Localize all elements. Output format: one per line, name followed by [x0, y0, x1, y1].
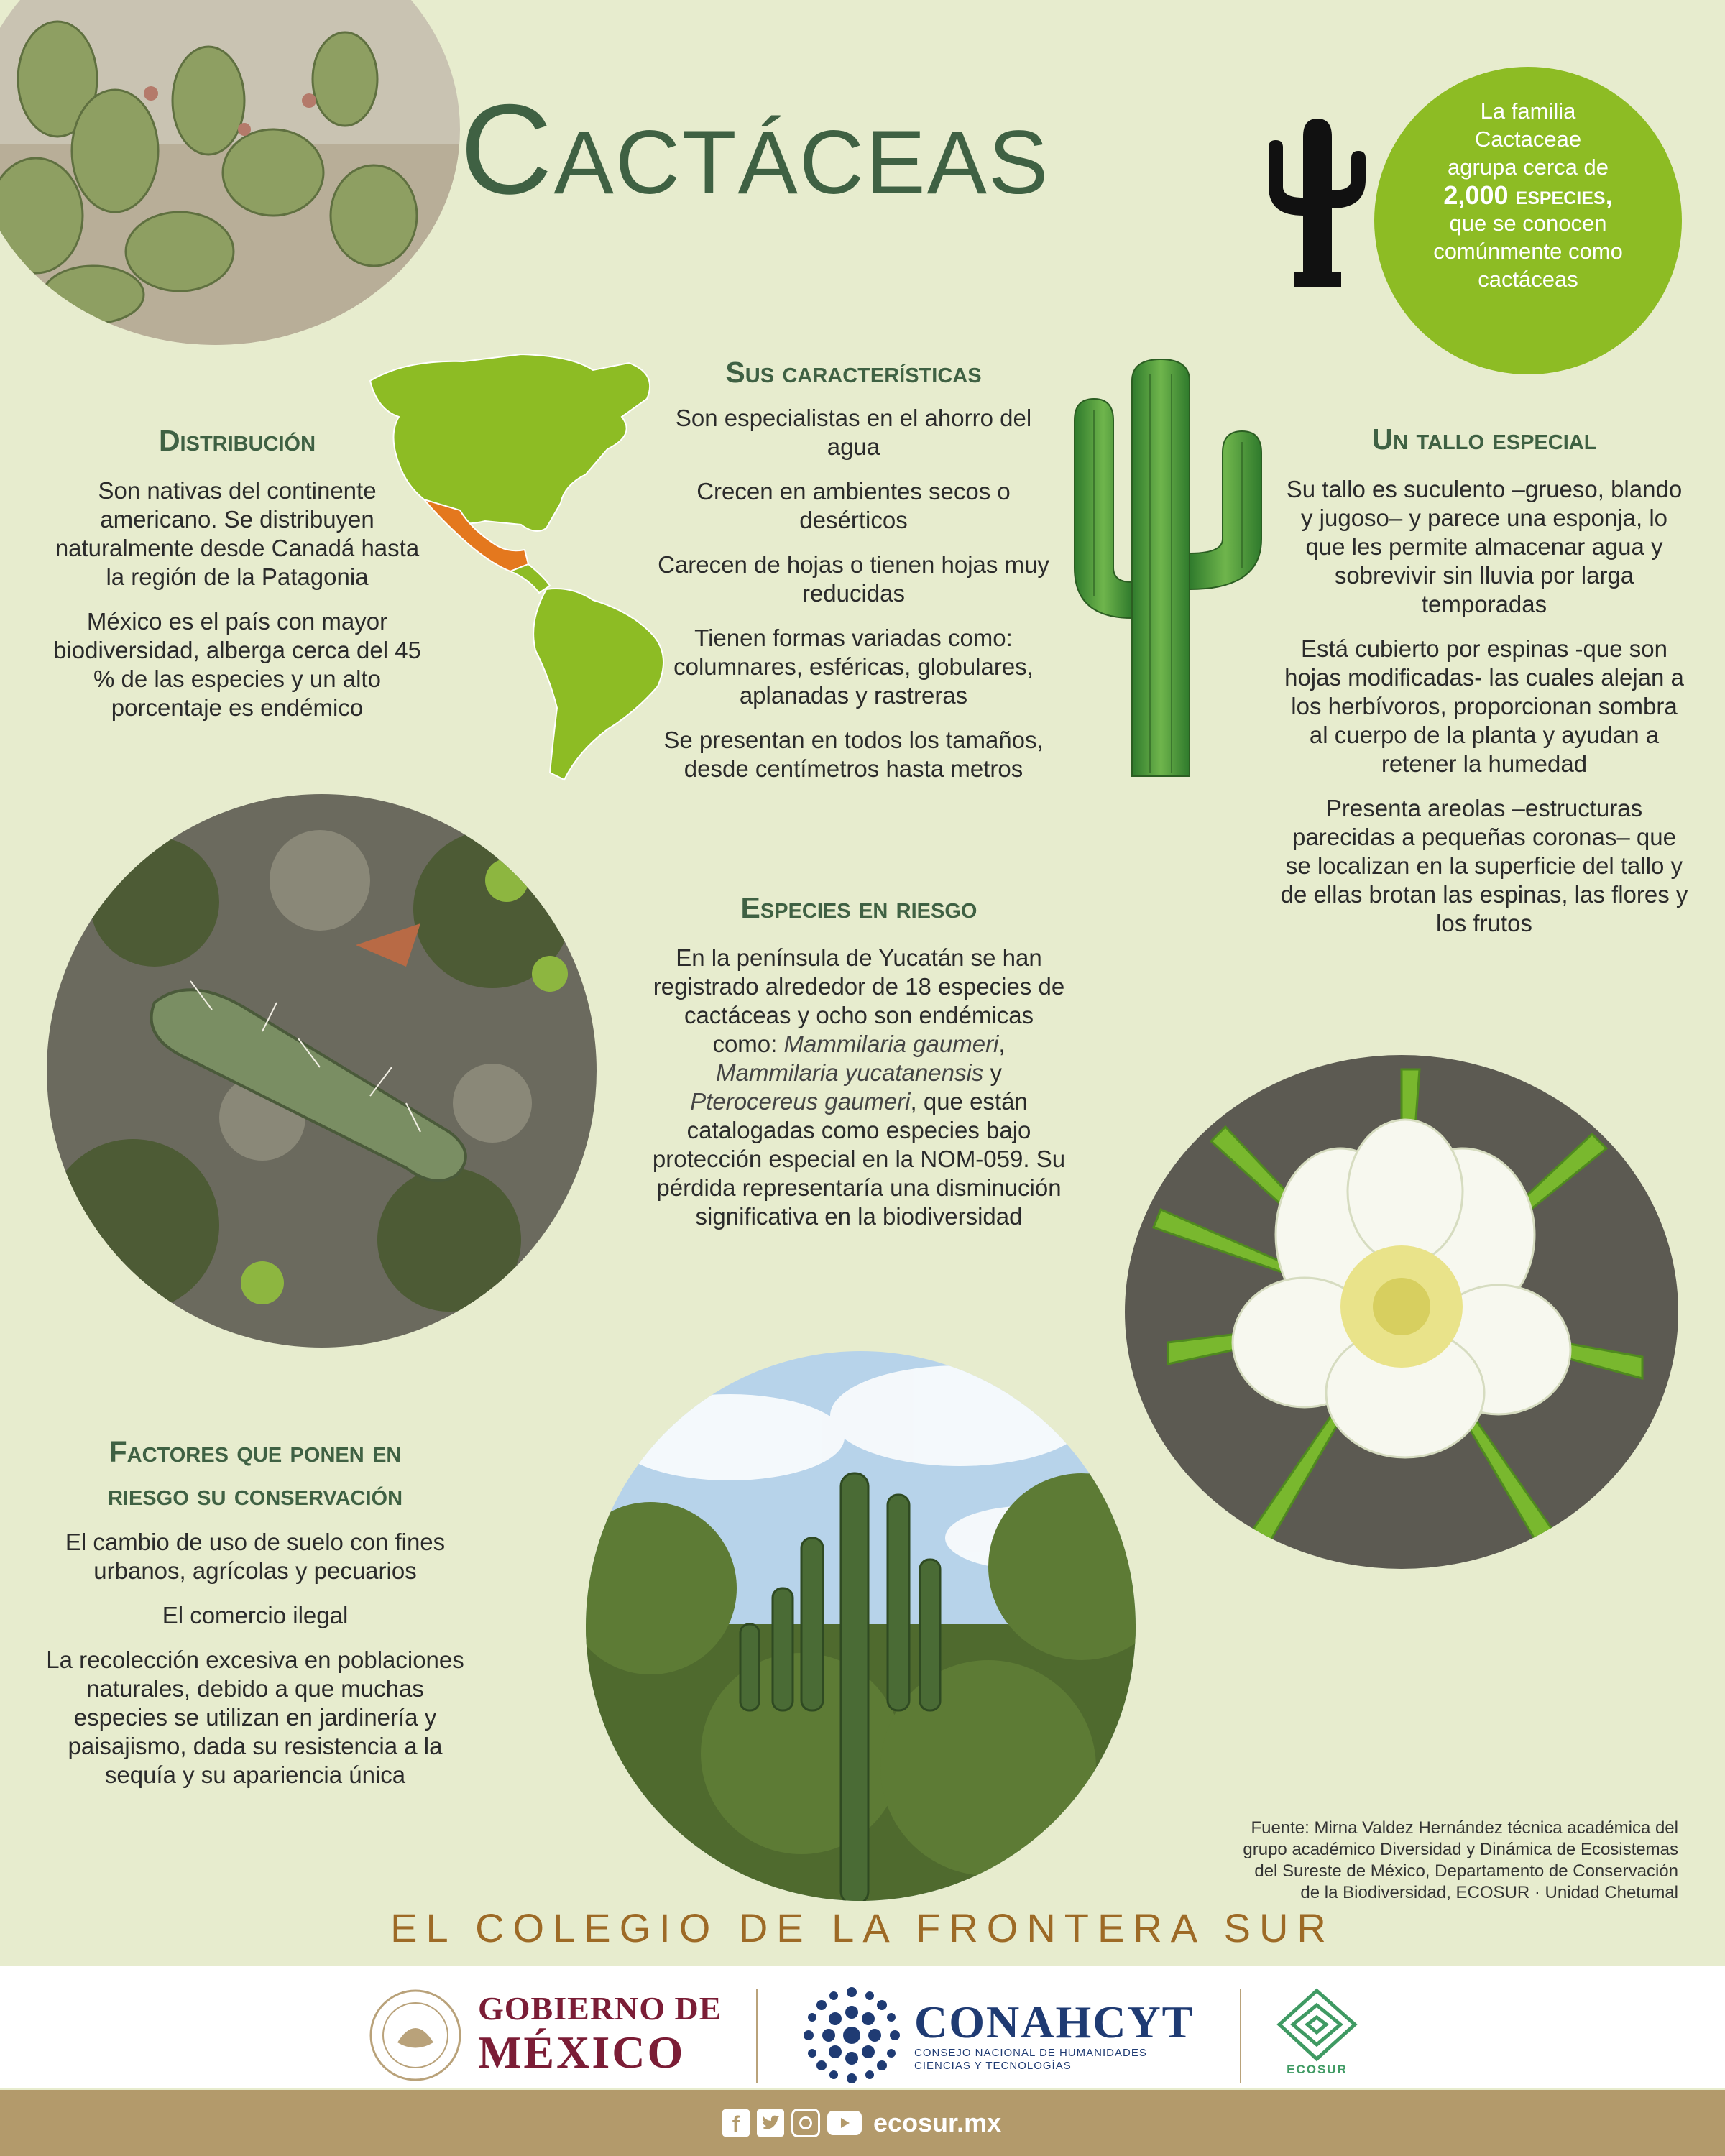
- youtube-icon[interactable]: [827, 2111, 862, 2135]
- distribucion-text-1: Son nativas del continente americano. Se distribuyen naturalmente desde Canadá hasta la región de la Patagonia: [55, 477, 420, 590]
- gobierno-mexico-logo: GOBIERNO DE MÉXICO: [478, 1990, 722, 2078]
- instagram-icon[interactable]: [791, 2109, 820, 2137]
- conahcyt-logo: CONAHCYT CONSEJO NACIONAL DE HUMANIDADES CIENCIAS Y TECNOLOGÍAS: [914, 1996, 1195, 2072]
- caracteristicas-heading: Sus características: [725, 356, 982, 389]
- conahcyt-dots-icon: [801, 1985, 902, 2086]
- riesgo-section: [650, 891, 1067, 1231]
- caracteristica-item-4: Tienen formas variadas como: columnares, esféricas, globulares, aplanadas y rastreras: [673, 625, 1034, 709]
- factores-section: [43, 1430, 467, 1805]
- riesgo-text: En la península de Yucatán se han registrado alrededor de 18 especies de cactáceas y ocho son endémicas como: Mammilaria gaumeri, Mammilaria yucatanensis y Pterocereus gaumeri, que están catalogadas como especies bajo protección especial en la NOM-059. Su pérdida representaría una disminución significativa en la biodiversidad: [652, 944, 1066, 1230]
- cactus-silhouette-icon: [1254, 108, 1380, 291]
- facebook-icon[interactable]: f: [722, 2109, 750, 2137]
- twitter-icon[interactable]: [757, 2109, 784, 2137]
- tallo-text-2: Está cubierto por espinas -que son hojas modificadas- las cuales alejan a los herbívoros, proporcionan sombra al cuerpo de la planta y ayudan a retener la humedad: [1284, 635, 1684, 777]
- species-pterocereus-gaumeri: Pterocereus gaumeri: [690, 1088, 911, 1115]
- species-mammilaria-gaumeri: Mammilaria gaumeri: [783, 1031, 999, 1057]
- page-title: Cactáceas: [460, 78, 1050, 221]
- factor-item-3: La recolección excesiva en poblaciones naturales, debido a que muchas especies se utilizan en jardinería y paisajismo, dada su resistencia a la sequía y su apariencia única: [46, 1646, 464, 1788]
- spiny-cactus-photo: [47, 794, 597, 1348]
- factor-item-1: El cambio de uso de suelo con fines urbanos, agrícolas y pecuarios: [65, 1529, 446, 1584]
- logo-divider-2: [1240, 1989, 1241, 2083]
- cactus-flower-photo: [1125, 1055, 1678, 1569]
- species-mammilaria-yucatanensis: Mammilaria yucatanensis: [716, 1059, 984, 1086]
- factor-item-2: El comercio ilegal: [162, 1602, 349, 1628]
- distribucion-heading: Distribución: [158, 424, 316, 457]
- logo-divider-1: [756, 1989, 758, 2083]
- source-credit: Fuente: Mirna Valdez Hernández técnica académica del grupo académico Diversidad y Dinámica de Ecosistemas del Sureste de México, Departamento de Conservación de la Biodiversidad, ECOSUR · Unidad Chetumal: [1243, 1818, 1678, 1902]
- caracteristica-item-5: Se presentan en todos los tamaños, desde centímetros hasta metros: [663, 727, 1044, 782]
- institution-name: EL COLEGIO DE LA FRONTERA SUR: [390, 1905, 1335, 1950]
- factores-heading: Factores que ponen en riesgo su conservación: [107, 1435, 403, 1511]
- mexico-coat-of-arms-icon: [365, 1985, 466, 2086]
- tallo-section: [1279, 423, 1689, 954]
- caracteristica-item-2: Crecen en ambientes secos o desérticos: [696, 478, 1011, 533]
- saguaro-cactus-illustration: [1046, 352, 1290, 783]
- ecosur-emblem-icon: [1276, 1987, 1358, 2063]
- caracteristica-item-1: Son especialistas en el ahorro del agua: [675, 405, 1032, 460]
- prickly-pear-photo: [0, 0, 460, 345]
- columnar-cactus-forest-photo: [586, 1351, 1136, 1901]
- distribucion-section: [43, 424, 431, 738]
- social-links: [722, 2107, 1001, 2139]
- tallo-text-1: Su tallo es suculento –grueso, blando y jugoso– y parece una esponja, lo que les permite almacenar agua y sobrevivir sin lluvia por larga temporadas: [1286, 476, 1683, 617]
- riesgo-heading: Especies en riesgo: [740, 891, 978, 924]
- distribucion-text-2: México es el país con mayor biodiversidad, alberga cerca del 45 % de las especies y un alto porcentaje es endémico: [53, 608, 421, 721]
- caracteristica-item-3: Carecen de hojas o tienen hojas muy reducidas: [658, 551, 1049, 607]
- tallo-heading: Un tallo especial: [1371, 423, 1597, 456]
- tallo-text-3: Presenta areolas –estructuras parecidas a pequeñas coronas– que se localizan en la superficie del tallo y de ellas brotan las espinas, las flores y los frutos: [1280, 795, 1688, 936]
- caracteristicas-section: [650, 356, 1057, 799]
- website-link[interactable]: ecosur.mx: [873, 2108, 1002, 2137]
- intro-text: La familia Cactaceae agrupa cerca de 2,000 especies, que se conocen comúnmente como cactáceas: [1433, 98, 1623, 292]
- ecosur-logo-text: ECOSUR: [1287, 2063, 1348, 2076]
